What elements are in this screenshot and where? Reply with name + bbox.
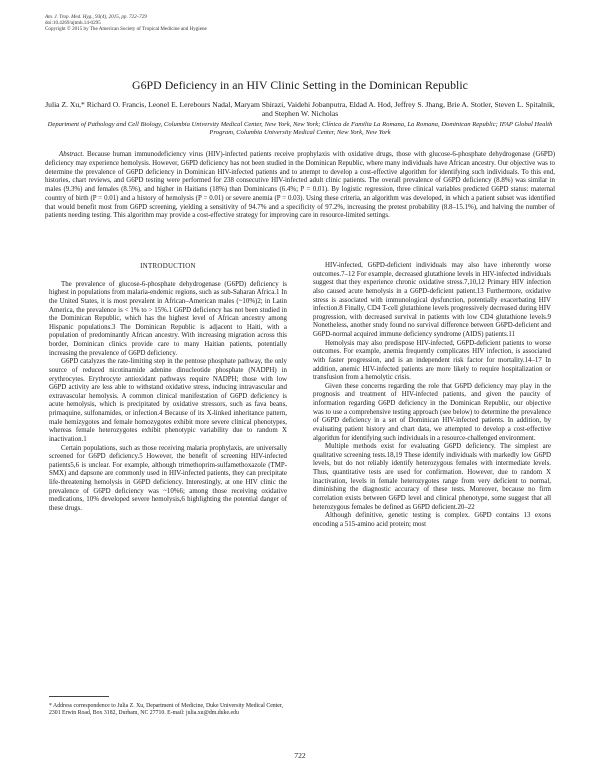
paragraph: HIV-infected, G6PD-deficient individuals may also have inherently worse outcomes.7–12 For example, decreased glutathione levels in HIV-infected individuals suggest that they experience chronic oxidative stress.7,10,12 Primary HIV infection also caused acute hemolysis in a G6PD-deficient patient.13 Furthermore, oxidative stress is associated with immunological dysfunction, potentially exacerbating HIV infection.8 Finally, CD4 T-cell glutathione levels progressively decreased during HIV progression, with decreased survival in patients with low CD4 glutathione levels.9 Nonetheless, another study found no survival difference between G6PD-deficient and G6PD-normal acquired immune deficiency syndrome (AIDS) patients.11: [313, 262, 551, 338]
copyright-line: Copyright © 2015 by The American Society of Tropical Medicine and Hygiene: [45, 26, 207, 33]
doi: doi:10.4269/ajtmh.14-0295: [45, 20, 101, 27]
abstract: [45, 151, 555, 221]
paragraph: The prevalence of glucose-6-phosphate dehydrogenase (G6PD) deficiency is highest in populations from malaria-endemic regions, such as sub-Saharan Africa.1 In the United States, it is most prevalent in African–American males (~10%)2; in Latin America, the prevalence is < 1% to > 15%.1 G6PD deficiency has not been studied in the Dominican Republic, which has the highest level of African ancestry among Hispanic populations.3 The Dominican Republic is adjacent to Haiti, with a population of predominantly African ancestry. With increasing migration across this border, Dominican clinics provide care to many Haitian patients, potentially increasing the prevalence of G6PD deficiency.: [49, 280, 287, 357]
paragraph: Certain populations, such as those receiving malaria prophylaxis, are universally screened for G6PD deficiency.5 However, the benefit of screening HIV-infected patients5,6 is unclear. For example, although trimethoprim-sulfamethoxazole (TMP-SMX) and dapsone are commonly used in HIV-infected patients, they can precipitate life-threatening hemolysis in G6PD deficiency. Interestingly, at one HIV clinic the prevalence of G6PD deficiency was ~10%6; among those receiving oxidative medications, 10% developed severe hemolysis,6 highlighting the potential danger of these drugs.: [49, 444, 287, 512]
right-column: [313, 262, 551, 529]
journal-header: [45, 14, 555, 33]
footnote-rule: [49, 696, 109, 697]
section-heading-introduction: INTRODUCTION: [140, 263, 196, 270]
abstract-text: Because human immunodeficiency virus (HIV)-infected patients receive prophylaxis with oxidative drugs, those with glucose-6-phosphate dehydrogenase (G6PD) deficiency may experience hemolysis. However, G6PD deficiency has not been studied in the Dominican Republic, where many individuals have African ancestry. Our objective was to determine the prevalence of G6PD deficiency in Dominican HIV-infected patients and to attempt to develop a cost-effective algorithm for identifying such individuals. To this end, histories, chart reviews, and G6PD testing were performed for 238 consecutive HIV-infected adult clinic patients. The overall prevalence of G6PD deficiency (8.8%) was similar in males (9.3%) and females (8.5%), and higher in Haitians (18%) than Dominicans (6.4%; P = 0.01). By logistic regression, three clinical variables predicted G6PD status: maternal country of birth (P = 0.01) and a history of hemolysis (P = 0.01) or severe anemia (P = 0.03). Using these criteria, an algorithm was developed, in which a patient subset was identified that would benefit most from G6PD screening, yielding a sensitivity of 94.7% and a specificity of 97.2%, increasing the pretest probability (8.8–15.1%), and halving the number of patients needing testing. This algorithm may provide a cost-effective strategy for improving care in resource-limited settings.: [45, 151, 555, 220]
correspondence-footnote: [49, 703, 287, 718]
author-list: Julia Z. Xu,* Richard O. Francis, Leonel E. Lerebours Nadal, Maryam Shirazi, Vaidehi Jobanputra, Eldad A. Hod, Jeffrey S. Jhang, Brie A. Stotler, Steven L. Spitalnik, and Stephen W. Nicholas: [45, 100, 555, 119]
paragraph: Multiple methods exist for evaluating G6PD deficiency. The simplest are qualitative screening tests.18,19 These identify individuals with markedly low G6PD levels, but do not reliably identify heterozygous females with intermediate levels. Thus, quantitative tests are used for confirmation. However, due to random X inactivation, levels in female heterozygotes range from very deficient to normal, diminishing the diagnostic accuracy of these tests. Moreover, because no firm correlation exists between G6PD level and clinical phenotype, some suggest that all heterozygous females be defined as G6PD deficient.20–22: [313, 443, 551, 511]
paragraph: G6PD catalyzes the rate-limiting step in the pentose phosphate pathway, the only source of reduced nicotinamide adenine dinucleotide phosphate (NADPH) in erythrocytes. Erythrocyte antioxidant pathways require NADPH; those with low G6PD activity are less able to withstand oxidative stress, inducing intravascular and extravascular hemolysis. A common clinical manifestation of G6PD deficiency is acute hemolysis, which is precipitated by oxidative stressors, such as fava beans, primaquine, sulfonamides, or infection.4 Because of its X-linked inheritance pattern, male hemizygotes and female homozygotes exhibit more severe clinical phenotypes, whereas female heterozygotes exhibit phenotypic variability due to random X inactivation.1: [49, 358, 287, 443]
page-number: 722: [294, 751, 306, 760]
footnote-text: * Address correspondence to Julia Z. Xu, Department of Medicine, Duke University Medical Center, 2301 Erwin Road, Box 3182, Durham, NC 27710. E-mail: julia.xu@dm.duke.edu: [49, 703, 283, 717]
paragraph: Although definitive, genetic testing is complex. G6PD contains 13 exons encoding a 515-amino acid protein; most: [313, 512, 551, 528]
journal-citation: Am. J. Trop. Med. Hyg., 93(4), 2015, pp. 722–729: [45, 14, 147, 20]
paragraph: Given these concerns regarding the role that G6PD deficiency may play in the prognosis and treatment of HIV-infected patients, and given the paucity of information regarding G6PD deficiency in the Dominican Republic, our objective was to use a comprehensive testing approach (see below) to determine the prevalence of G6PD deficiency in a set of Dominican HIV-infected patients. In addition, by evaluating patient history and chart data, we attempted to develop a cost-effective algorithm for identifying such individuals in a resource-challenged environment.: [313, 382, 551, 442]
affiliations: Department of Pathology and Cell Biology, Columbia University Medical Center, New York, New York; Clínica de Familia La Romana, La Romana, Dominican Republic; IFAP Global Health Program, Columbia University Medical Center, New York, New York: [47, 121, 553, 137]
abstract-label: Abstract.: [59, 151, 85, 158]
paragraph: Hemolysis may also predispose HIV-infected, G6PD-deficient patients to worse outcomes. For example, anemia frequently complicates HIV infection, is associated with faster progression, and is an independent risk factor for mortality.14–17 In addition, anemic HIV-infected patients are more likely to require hospitalization or transfusion from a hemolytic crisis.: [313, 339, 551, 382]
left-column: [49, 262, 287, 514]
article-title: G6PD Deficiency in an HIV Clinic Setting in the Dominican Republic: [132, 78, 468, 92]
